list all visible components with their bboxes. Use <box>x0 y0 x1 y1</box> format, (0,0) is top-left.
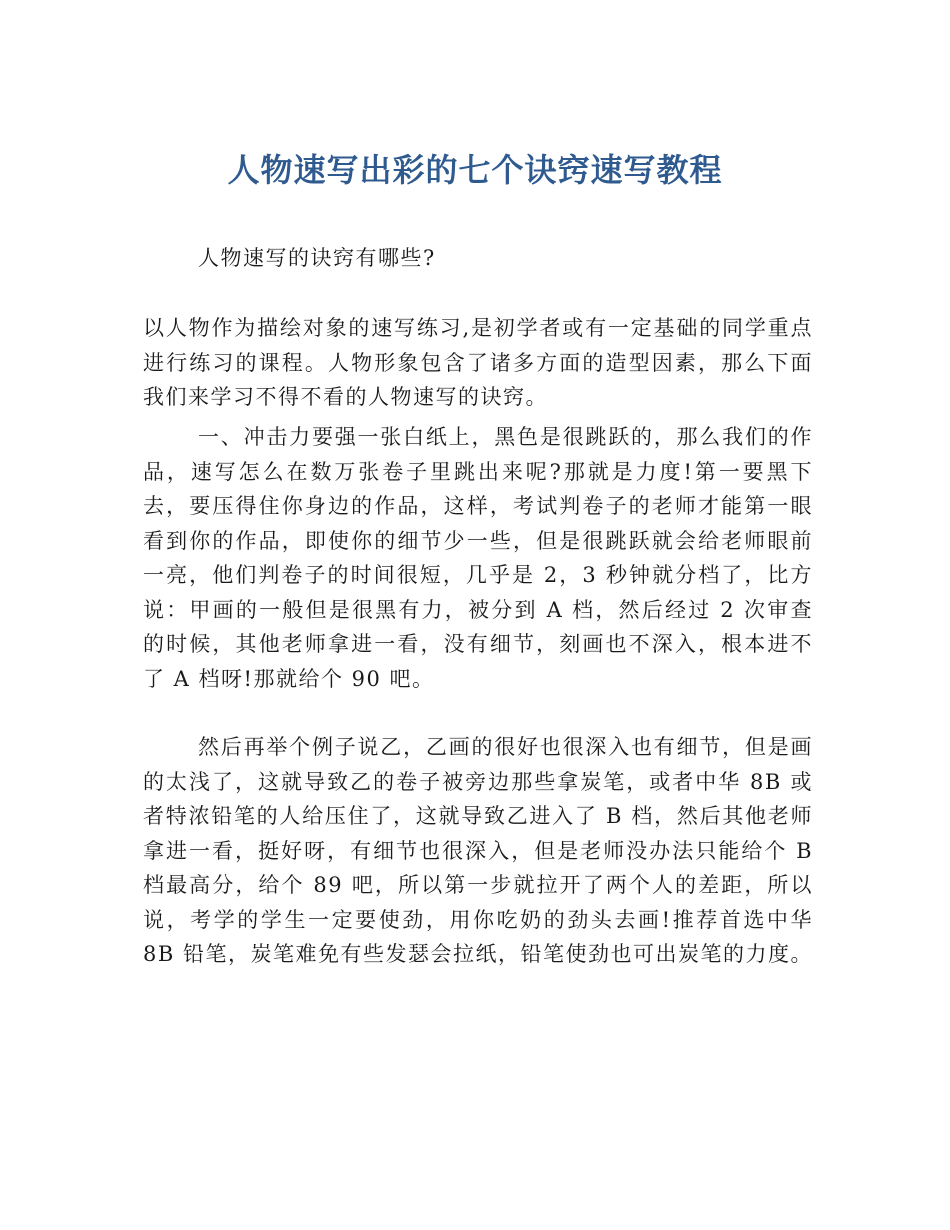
paragraph-intro: 以人物作为描绘对象的速写练习,是初学者或有一定基础的同学重点进行练习的课程。人物形象包含了诸多方面的造型因素，那么下面我们来学习不得不看的人物速写的诀窍。 <box>143 316 813 409</box>
paragraph-tip-one: 一、冲击力要强一张白纸上，黑色是很跳跃的，那么我们的作品，速写怎么在数万张卷子里跳出来呢?那就是力度!第一要黑下去，要压得住你身边的作品，这样，考试判卷子的老师才能第一眼看到你的作品，即使你的细节少一些，但是很跳跃就会给老师眼前一亮，他们判卷子的时间很短，几乎是 2，3 秒钟就分档了，比方说：甲画的一般但是很黑有力，被分到 A 档，然后经过 2 次审查的时候，其他老师拿进一看，没有细节，刻画也不深入，根本进不了 A 档呀!那就给个 90 吧。 <box>143 425 813 691</box>
paragraph-example: 然后再举个例子说乙，乙画的很好也很深入也有细节，但是画的太浅了，这就导致乙的卷子被旁边那些拿炭笔，或者中华 8B 或者特浓铅笔的人给压住了，这就导致乙进入了 B 档，然后其他老师拿进一看，挺好呀，有细节也很深入，但是老师没办法只能给个 B 档最高分，给个 89 吧，所以第一步就拉开了两个人的差距，所以说，考学的学生一定要使劲，用你吃奶的劲头去画!推荐首选中华 8B 铅笔，炭笔难免有些发瑟会拉纸，铅笔使劲也可出炭笔的力度。 <box>143 735 813 966</box>
document-title: 人物速写出彩的七个诀窍速写教程 <box>227 151 723 189</box>
paragraph-question: 人物速写的诀窍有哪些? <box>198 246 436 270</box>
